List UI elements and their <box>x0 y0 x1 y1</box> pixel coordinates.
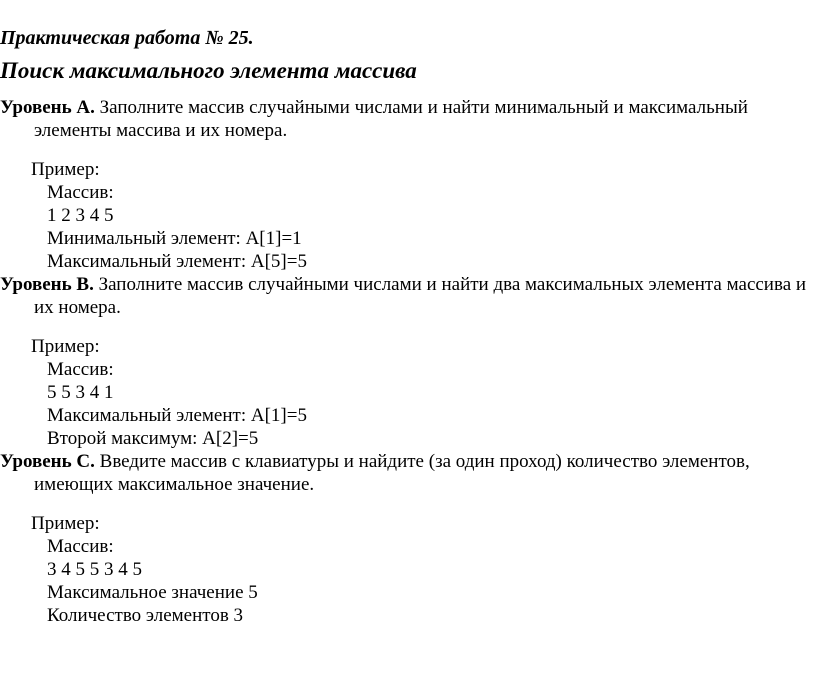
level-b-section <box>0 273 812 450</box>
example-line: Второй максимум: A[2]=5 <box>47 428 259 449</box>
example-line: Массив: <box>47 536 114 557</box>
level-a-example-body <box>31 181 812 273</box>
level-c-example <box>0 512 812 627</box>
level-a-name: Уровень A. <box>0 97 95 118</box>
level-b-task-text: Заполните массив случайными числами и найти два максимальных элемента массива и их номера. <box>34 274 807 318</box>
level-b-example-label: Пример: <box>31 336 100 357</box>
example-line: Максимальный элемент: A[1]=5 <box>47 405 307 426</box>
level-a-example <box>0 158 812 273</box>
level-a-task <box>0 96 812 142</box>
level-b-example-body <box>31 358 812 450</box>
example-line: 5 5 3 4 1 <box>47 382 114 403</box>
example-line: Массив: <box>47 182 114 203</box>
level-c-section <box>0 450 812 627</box>
level-c-task-text: Введите массив с клавиатуры и найдите (за один проход) количество элементов, имеющих максимальное значение. <box>34 451 750 495</box>
level-a-section <box>0 96 812 273</box>
level-a-task-text: Заполните массив случайными числами и найти минимальный и максимальный элементы массива и их номера. <box>34 97 748 141</box>
level-a-example-label: Пример: <box>31 159 100 180</box>
level-b-task <box>0 273 812 319</box>
example-line: 1 2 3 4 5 <box>47 205 114 226</box>
example-line: Количество элементов 3 <box>47 605 244 626</box>
document-title: Поиск максимального элемента массива <box>0 58 417 83</box>
level-c-example-label: Пример: <box>31 513 100 534</box>
level-c-name: Уровень C. <box>0 451 95 472</box>
document-subtitle: Практическая работа № 25. <box>0 27 254 49</box>
level-b-example <box>0 335 812 450</box>
example-line: 3 4 5 5 3 4 5 <box>47 559 142 580</box>
example-line: Максимальное значение 5 <box>47 582 258 603</box>
level-b-name: Уровень B. <box>0 274 94 295</box>
level-c-task <box>0 450 812 496</box>
example-line: Минимальный элемент: A[1]=1 <box>47 228 302 249</box>
level-c-example-body <box>31 535 812 627</box>
example-line: Массив: <box>47 359 114 380</box>
example-line: Максимальный элемент: A[5]=5 <box>47 251 307 272</box>
